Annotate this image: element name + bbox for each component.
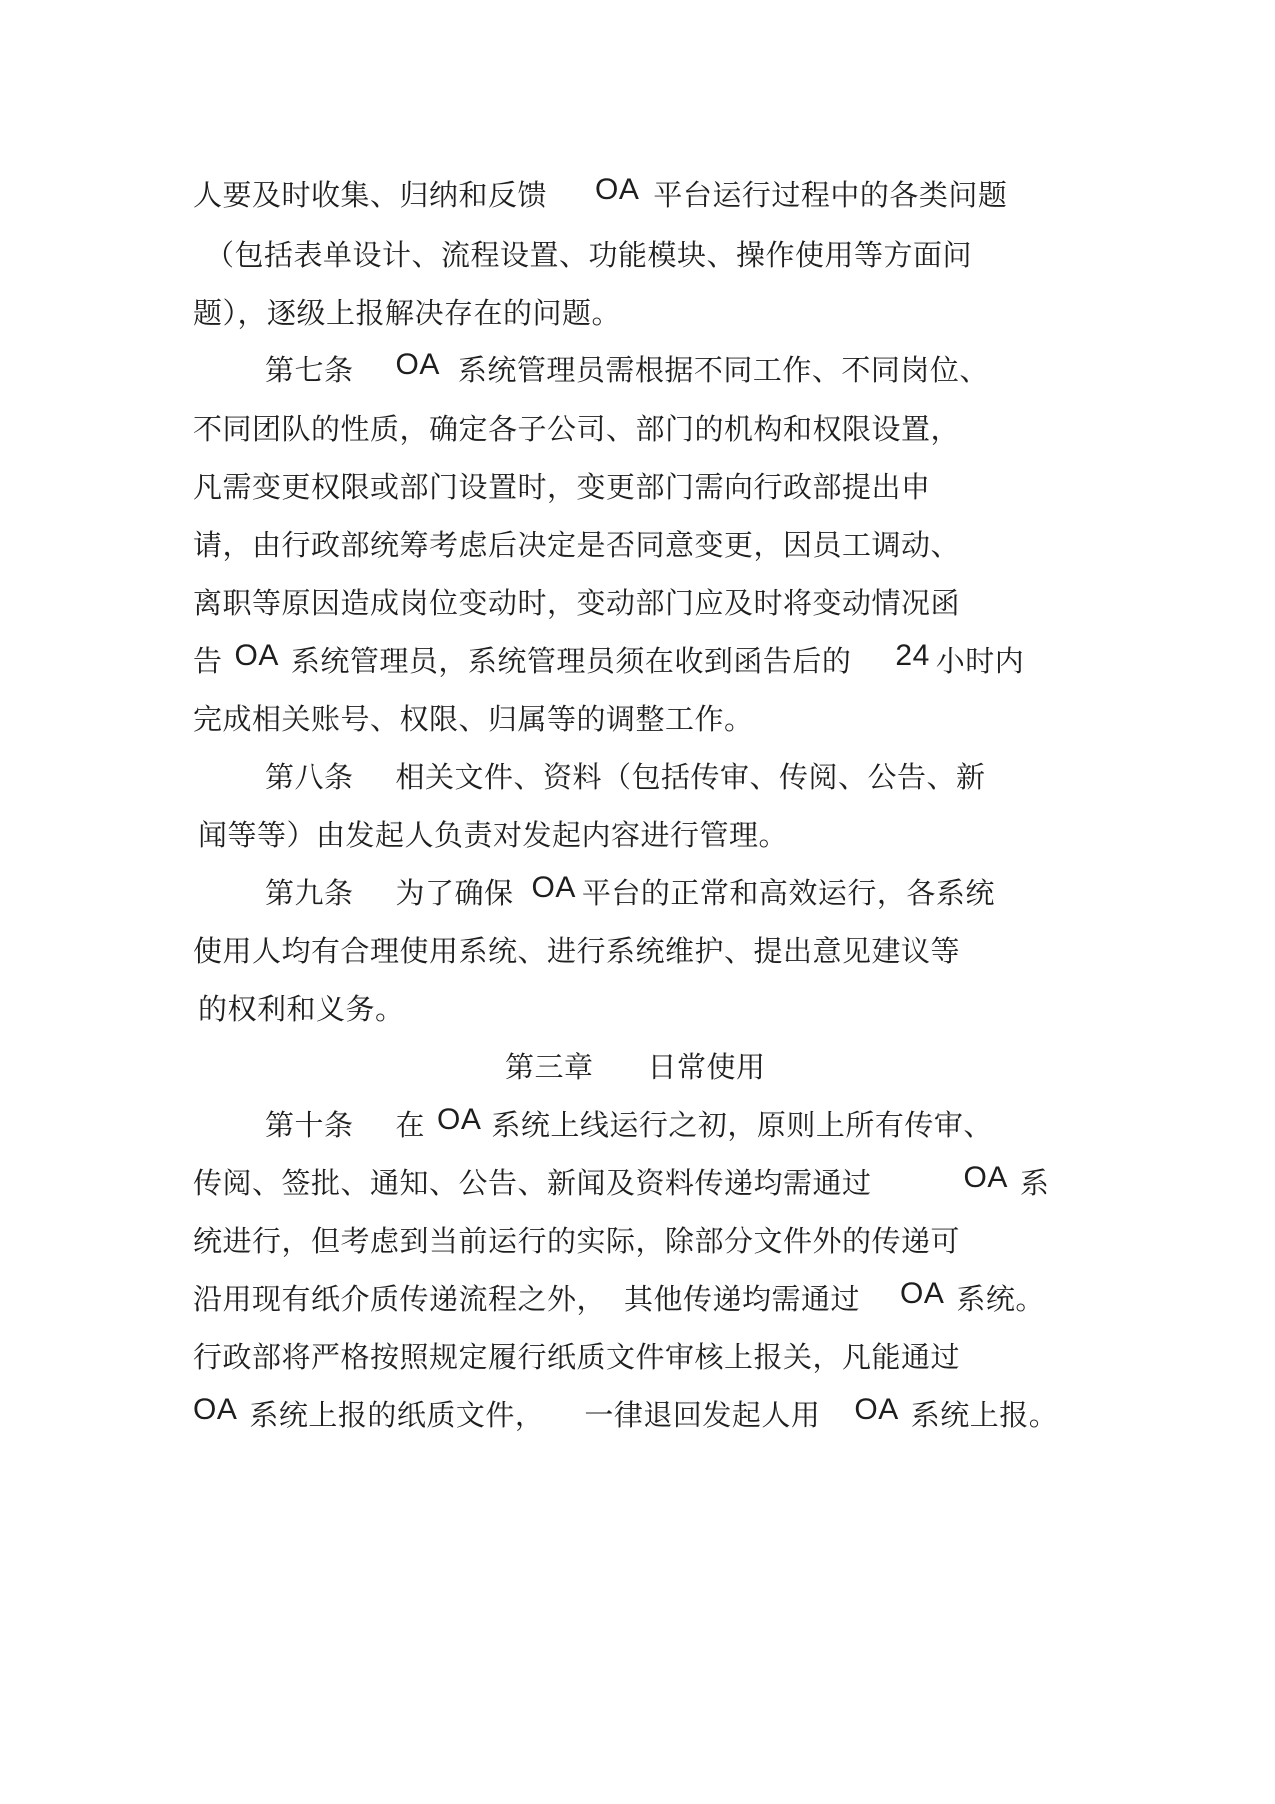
- text-segment: 不同团队的性质，确定各子公司、部门的机构和权限设置，: [193, 412, 961, 446]
- text-segment: 相关文件、资料（包括传审、传阅、公告、新: [395, 760, 986, 794]
- text-line: [193, 578, 960, 628]
- text-segment: 系统管理员需根据不同工作、不同岗位、: [457, 353, 989, 387]
- oa-term: OA: [531, 871, 576, 904]
- text-segment: 平台的正常和高效运行，各系统: [581, 876, 995, 910]
- oa-term: OA: [854, 1393, 899, 1426]
- oa-term: OA: [963, 1161, 1008, 1194]
- text-segment: 在: [395, 1108, 426, 1142]
- text-segment: 一律退回发起人用: [584, 1398, 821, 1432]
- text-line: [193, 1216, 960, 1266]
- text-line: [193, 520, 960, 570]
- oa-term: OA: [595, 173, 640, 206]
- text-segment: 离职等原因造成岗位变动时，变动部门应及时将变动情况函: [193, 586, 961, 620]
- text-line: [193, 288, 621, 338]
- text-line: [193, 404, 960, 454]
- text-segment: 系统。: [956, 1282, 1045, 1316]
- oa-term: OA: [234, 639, 279, 672]
- text-line: [193, 926, 960, 976]
- text-segment: 系统上线运行之初，原则上所有传审、: [491, 1108, 993, 1142]
- text-segment: 请，由行政部统筹考虑后决定是否同意变更，因员工调动、: [193, 528, 961, 562]
- article-7-heading-line: [265, 345, 989, 395]
- oa-term: OA: [395, 348, 440, 381]
- text-line: [193, 170, 1007, 220]
- text-segment: 平台运行过程中的各类问题: [653, 178, 1008, 212]
- article-10-heading-line: [265, 1100, 993, 1150]
- text-segment: 系: [1019, 1166, 1050, 1200]
- text-segment: 其他传递均需通过: [624, 1282, 861, 1316]
- text-segment: 完成相关账号、权限、归属等的调整工作。: [193, 702, 754, 736]
- chapter-number: 第三章: [505, 1050, 594, 1084]
- text-segment: 沿用现有纸介质传递流程之外，: [193, 1282, 607, 1316]
- text-line: [193, 1332, 960, 1382]
- text-segment: 题），逐级上报解决存在的问题。: [193, 296, 622, 330]
- text-line: [205, 230, 972, 280]
- text-segment: 闻等等）由发起人负责对发起内容进行管理。: [198, 818, 789, 852]
- chapter-title: 日常使用: [647, 1050, 766, 1084]
- text-segment: 凡需变更权限或部门设置时，变更部门需向行政部提出申: [193, 470, 931, 504]
- chapter-heading: [505, 1042, 766, 1092]
- text-line: [198, 810, 788, 860]
- text-segment: 行政部将严格按照规定履行纸质文件审核上报关，凡能通过: [193, 1340, 961, 1374]
- text-segment: 传阅、签批、通知、公告、新闻及资料传递均需通过: [193, 1166, 872, 1200]
- text-segment: 系统管理员，系统管理员须在收到函告后的: [290, 644, 852, 678]
- text-line: [198, 984, 405, 1034]
- text-line: [193, 694, 754, 744]
- text-line: [193, 462, 931, 512]
- hours-number: 24: [895, 639, 930, 672]
- text-segment: 为了确保: [395, 876, 514, 910]
- text-line: [193, 1390, 1058, 1440]
- article-9-heading-line: [265, 868, 995, 918]
- text-segment: 人要及时收集、归纳和反馈: [193, 178, 548, 212]
- article-number: 第七条: [265, 353, 354, 387]
- text-line: [193, 1274, 1045, 1324]
- text-segment: 使用人均有合理使用系统、进行系统维护、提出意见建议等: [193, 934, 961, 968]
- oa-term: OA: [437, 1103, 482, 1136]
- text-segment: 小时内: [935, 644, 1025, 678]
- article-number: 第九条: [265, 876, 354, 910]
- text-line: [193, 1158, 1049, 1208]
- text-segment: 系统上报。: [910, 1398, 1059, 1432]
- article-number: 第八条: [265, 760, 354, 794]
- oa-term: OA: [900, 1277, 945, 1310]
- article-number: 第十条: [265, 1108, 354, 1142]
- oa-term: OA: [193, 1393, 238, 1426]
- article-8-heading-line: [265, 752, 986, 802]
- text-line: [193, 636, 1024, 686]
- text-segment: 系统上报的纸质文件，: [249, 1398, 545, 1432]
- text-segment: 告: [193, 644, 223, 678]
- text-segment: （包括表单设计、流程设置、功能模块、操作使用等方面问: [205, 238, 973, 272]
- text-segment: 统进行，但考虑到当前运行的实际，除部分文件外的传递可: [193, 1224, 961, 1258]
- text-segment: 的权利和义务。: [198, 992, 405, 1026]
